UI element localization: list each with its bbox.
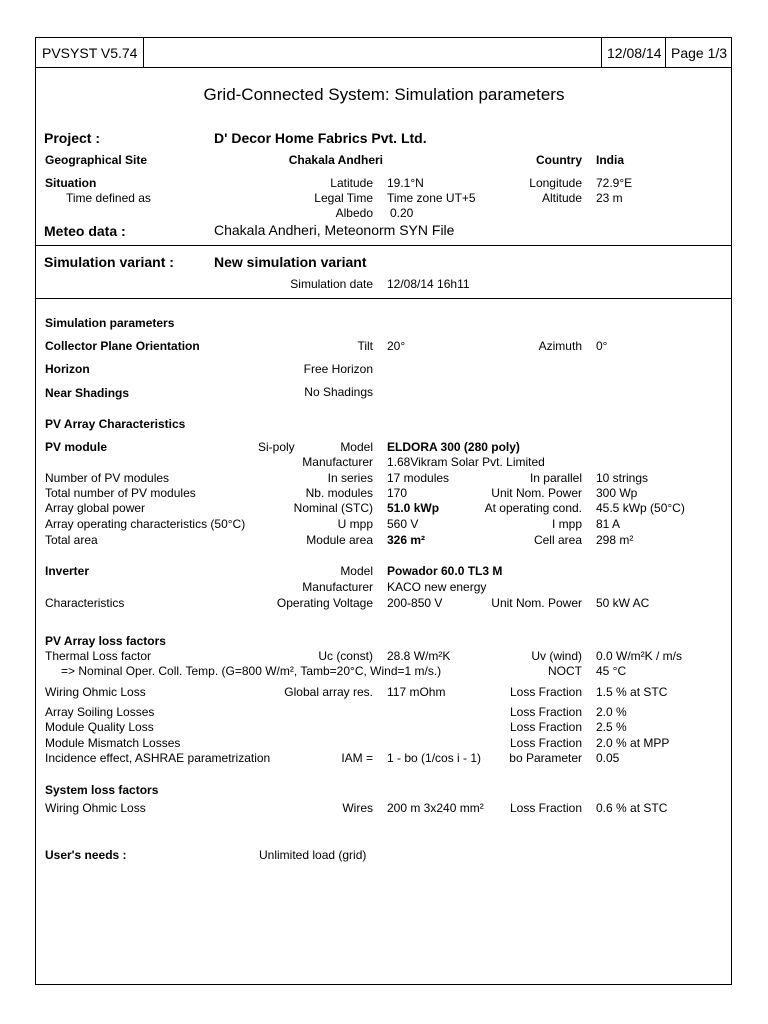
quality-label: Module Quality Loss xyxy=(45,720,154,734)
impp-label: I mpp xyxy=(551,517,582,531)
umpp-label: U mpp xyxy=(337,517,373,531)
frame-bottom-border xyxy=(35,984,732,985)
module-area-value: 326 m² xyxy=(387,533,426,547)
altitude-value: 23 m xyxy=(596,191,623,205)
sim-date-label: Simulation date xyxy=(290,277,373,291)
page-number: Page 1/3 xyxy=(671,45,728,61)
soiling-label: Array Soiling Losses xyxy=(45,705,155,719)
module-mfr-label: Manufacturer xyxy=(302,455,373,469)
tilt-value: 20° xyxy=(387,339,406,353)
wires-value: 200 m 3x240 mm² xyxy=(387,801,484,815)
geo-site-label: Geographical Site xyxy=(45,153,148,167)
variant-label: Simulation variant : xyxy=(44,254,174,270)
unit-power-label: Unit Nom. Power xyxy=(491,486,582,500)
horizon-value: Free Horizon xyxy=(303,362,373,376)
mismatch-lf-value: 2.0 % at MPP xyxy=(596,736,670,750)
variant-name: New simulation variant xyxy=(214,254,367,270)
operating-cond-value: 45.5 kWp (50°C) xyxy=(596,501,685,515)
in-series-value: 17 modules xyxy=(387,471,450,485)
wiring-loss-label: Wiring Ohmic Loss xyxy=(45,685,146,699)
longitude-value: 72.9°E xyxy=(596,176,633,190)
noct-label: NOCT xyxy=(548,664,582,678)
cell-area-value: 298 m² xyxy=(596,533,634,547)
total-area-label: Total area xyxy=(45,533,98,547)
total-modules-label: Total number of PV modules xyxy=(45,486,196,500)
country-label: Country xyxy=(536,153,582,167)
situation-label: Situation xyxy=(45,176,97,190)
orientation-label: Collector Plane Orientation xyxy=(45,339,200,353)
system-lf-label: Loss Fraction xyxy=(509,801,582,815)
mismatch-label: Module Mismatch Losses xyxy=(45,736,181,750)
altitude-label: Altitude xyxy=(541,191,582,205)
array-heading: PV Array Characteristics xyxy=(45,417,186,431)
wiring-lf-label: Loss Fraction xyxy=(509,685,582,699)
albedo-label: Albedo xyxy=(335,206,373,220)
variant-divider xyxy=(35,298,732,299)
noct-value: 45 °C xyxy=(596,664,627,678)
quality-lf-label: Loss Fraction xyxy=(509,720,582,734)
soiling-lf-value: 2.0 % xyxy=(596,705,627,719)
near-shadings-label: Near Shadings xyxy=(45,386,130,400)
nb-modules-value: 170 xyxy=(387,486,408,500)
project-label: Project : xyxy=(44,130,101,146)
uc-value: 28.8 W/m²K xyxy=(387,649,451,663)
latitude-label: Latitude xyxy=(330,176,373,190)
inverter-char-label: Characteristics xyxy=(45,596,125,610)
system-lf-value: 0.6 % at STC xyxy=(596,801,668,815)
meteo-divider xyxy=(35,245,732,246)
cell-area-label: Cell area xyxy=(533,533,582,547)
inverter-mfr-label: Manufacturer xyxy=(302,580,373,594)
bo-label: bo Parameter xyxy=(509,751,582,765)
nominal-stc-value: 51.0 kWp xyxy=(387,501,440,515)
uv-label: Uv (wind) xyxy=(531,649,582,663)
uc-label: Uc (const) xyxy=(318,649,373,663)
users-needs-label: User's needs : xyxy=(45,848,127,862)
iam-formula: 1 - bo (1/cos i - 1) xyxy=(387,751,482,765)
azimuth-value: 0° xyxy=(596,339,608,353)
bo-value: 0.05 xyxy=(596,751,620,765)
array-res-value: 117 mOhm xyxy=(387,685,446,699)
albedo-value: 0.20 xyxy=(390,206,414,220)
project-name: D' Decor Home Fabrics Pvt. Ltd. xyxy=(214,130,427,146)
system-loss-heading: System loss factors xyxy=(45,783,159,797)
operating-cond-label: At operating cond. xyxy=(484,501,582,515)
frame-right-border xyxy=(731,37,732,985)
frame-left-border xyxy=(35,37,36,985)
inverter-model-label: Model xyxy=(340,564,373,578)
users-needs-value: Unlimited load (grid) xyxy=(259,848,367,862)
header-date: 12/08/14 xyxy=(607,45,662,61)
latitude-value: 19.1°N xyxy=(387,176,424,190)
iam-equals: IAM = xyxy=(341,751,373,765)
module-area-label: Module area xyxy=(306,533,373,547)
module-model-label: Model xyxy=(340,440,373,454)
thermal-loss-label: Thermal Loss factor xyxy=(45,649,152,663)
header-row-divider xyxy=(35,67,732,68)
header-divider-3 xyxy=(665,37,666,68)
wiring-lf-value: 1.5 % at STC xyxy=(596,685,668,699)
quality-lf-value: 2.5 % xyxy=(596,720,627,734)
country-value: India xyxy=(596,153,625,167)
in-series-label: In series xyxy=(327,471,373,485)
near-shadings-value: No Shadings xyxy=(304,385,373,399)
global-power-label: Array global power xyxy=(45,501,146,515)
time-defined-label: Time defined as xyxy=(66,191,151,205)
longitude-label: Longitude xyxy=(529,176,582,190)
unit-power-value: 300 Wp xyxy=(596,486,638,500)
iam-label: Incidence effect, ASHRAE parametrization xyxy=(45,751,271,765)
header-divider-2 xyxy=(601,37,602,68)
meteo-label: Meteo data : xyxy=(44,223,126,239)
horizon-label: Horizon xyxy=(45,362,90,376)
umpp-value: 560 V xyxy=(387,517,419,531)
sim-date-value: 12/08/14 16h11 xyxy=(387,277,470,291)
pv-module-tech: Si-poly xyxy=(258,440,295,454)
array-res-label: Global array res. xyxy=(284,685,373,699)
impp-value: 81 A xyxy=(596,517,621,531)
in-parallel-value: 10 strings xyxy=(596,471,649,485)
inverter-mfr-value: KACO new energy xyxy=(387,580,487,594)
operating-voltage-label: Operating Voltage xyxy=(276,596,373,610)
header-divider-1 xyxy=(143,37,144,68)
nb-modules-label: Nb. modules xyxy=(305,486,373,500)
nominal-stc-label: Nominal (STC) xyxy=(293,501,373,515)
tilt-label: Tilt xyxy=(357,339,373,353)
page-title: Grid-Connected System: Simulation parameters xyxy=(203,85,565,104)
uv-value: 0.0 W/m²K / m/s xyxy=(596,649,683,663)
frame-top-border xyxy=(35,37,732,38)
meteo-value: Chakala Andheri, Meteonorm SYN File xyxy=(214,222,455,238)
module-model-value: ELDORA 300 (280 poly) xyxy=(387,440,520,454)
soiling-lf-label: Loss Fraction xyxy=(509,705,582,719)
azimuth-label: Azimuth xyxy=(538,339,582,353)
inverter-label: Inverter xyxy=(45,564,90,578)
system-wiring-label: Wiring Ohmic Loss xyxy=(45,801,146,815)
pv-module-label: PV module xyxy=(45,440,108,454)
geo-site-value: Chakala Andheri xyxy=(288,153,383,167)
operating-voltage-value: 200-850 V xyxy=(387,596,443,610)
legal-time-value: Time zone UT+5 xyxy=(387,191,476,205)
sim-params-heading: Simulation parameters xyxy=(45,316,175,330)
inverter-power-label: Unit Nom. Power xyxy=(491,596,582,610)
in-parallel-label: In parallel xyxy=(529,471,582,485)
inverter-model-value: Powador 60.0 TL3 M xyxy=(387,564,503,578)
legal-time-label: Legal Time xyxy=(314,191,373,205)
wires-label: Wires xyxy=(342,801,373,815)
mismatch-lf-label: Loss Fraction xyxy=(509,736,582,750)
operating-char-label: Array operating characteristics (50°C) xyxy=(45,517,246,531)
noct-note: => Nominal Oper. Coll. Temp. (G=800 W/m², Tamb=20°C, Wind=1 m/s.) xyxy=(61,664,442,678)
inverter-power-value: 50 kW AC xyxy=(596,596,650,610)
software-version: PVSYST V5.74 xyxy=(42,45,138,61)
num-modules-label: Number of PV modules xyxy=(45,471,170,485)
module-mfr-value: 1.68Vikram Solar Pvt. Limited xyxy=(387,455,545,469)
loss-heading: PV Array loss factors xyxy=(45,634,166,648)
